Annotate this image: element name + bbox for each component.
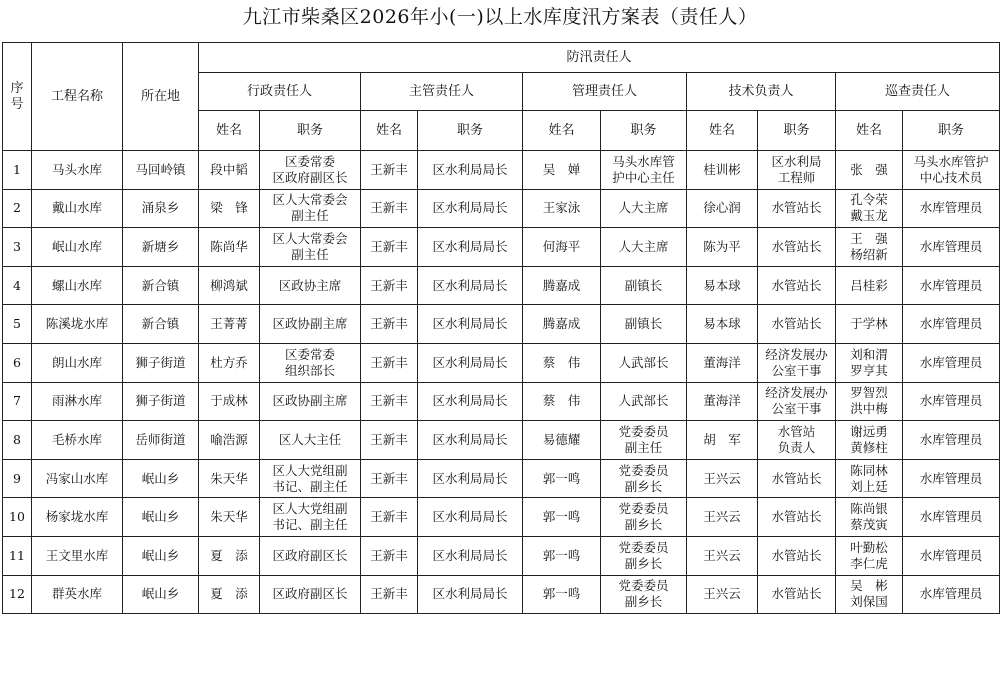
row-project: 岷山水库 [32, 228, 123, 267]
header-post: 职务 [418, 111, 523, 151]
row-project: 毛桥水库 [32, 421, 123, 460]
manager-post-line: 人大主席 [618, 238, 669, 254]
table-row [3, 421, 1000, 460]
patrol-name [836, 189, 903, 228]
admin-name: 杜方乔 [199, 343, 260, 382]
patrol-post [903, 382, 1000, 421]
chief-name: 王新丰 [361, 151, 418, 190]
technical-name: 董海洋 [687, 343, 758, 382]
technical-post-line: 公室干事 [771, 362, 822, 378]
row-project: 戴山水库 [32, 189, 123, 228]
patrol-post [903, 498, 1000, 537]
admin-post [260, 421, 361, 460]
header-role-admin: 行政责任人 [199, 73, 361, 111]
manager-post [601, 459, 687, 498]
header-name: 姓名 [199, 111, 260, 151]
header-role-chief: 主管责任人 [361, 73, 523, 111]
manager-post-line: 人大主席 [618, 200, 669, 216]
patrol-post-line: 水库管理员 [919, 586, 983, 602]
manager-post-line: 党委委员 [618, 578, 669, 594]
patrol-post-line: 水库管理员 [919, 238, 983, 254]
chief-name: 王新丰 [361, 536, 418, 575]
patrol-name-line: 戴玉龙 [850, 208, 888, 224]
admin-post [260, 382, 361, 421]
technical-name: 徐心润 [687, 189, 758, 228]
row-location: 岷山乡 [123, 459, 199, 498]
patrol-post-line: 水库管理员 [919, 470, 983, 486]
manager-post [601, 382, 687, 421]
technical-name: 董海洋 [687, 382, 758, 421]
technical-post [758, 189, 836, 228]
chief-name: 王新丰 [361, 421, 418, 460]
manager-post-line: 马头水库管 [612, 153, 675, 169]
table-row [3, 228, 1000, 267]
admin-post-line: 区人大党组副 [272, 462, 348, 478]
patrol-post [903, 575, 1000, 614]
patrol-post-line: 水库管理员 [919, 393, 983, 409]
chief-name: 王新丰 [361, 228, 418, 267]
technical-name: 陈为平 [687, 228, 758, 267]
admin-post [260, 498, 361, 537]
patrol-name [836, 266, 903, 305]
technical-name: 易本球 [687, 266, 758, 305]
patrol-name-line: 杨绍新 [850, 246, 888, 262]
patrol-name-line: 吕桂彩 [850, 277, 888, 293]
row-project: 杨家垅水库 [32, 498, 123, 537]
manager-post-line: 党委委员 [618, 423, 669, 439]
row-project: 螺山水库 [32, 266, 123, 305]
patrol-name-line: 王 强 [850, 230, 888, 246]
row-project: 陈溪垅水库 [32, 305, 123, 344]
admin-name: 夏 添 [199, 536, 260, 575]
header-seq-char: 序 [10, 80, 24, 96]
chief-post: 区水利局局长 [418, 266, 523, 305]
technical-name: 王兴云 [687, 536, 758, 575]
patrol-name-line: 洪中梅 [850, 401, 888, 417]
technical-post-line: 水管站长 [771, 509, 822, 525]
manager-post [601, 189, 687, 228]
technical-post-line: 水管站长 [771, 277, 822, 293]
technical-post-line: 水管站长 [771, 586, 822, 602]
technical-post-line: 工程师 [777, 169, 816, 185]
patrol-post-line: 水库管理员 [919, 509, 983, 525]
row-location: 新合镇 [123, 305, 199, 344]
admin-name: 陈尚华 [199, 228, 260, 267]
manager-name: 郭一鸣 [523, 536, 601, 575]
manager-post-line: 副镇长 [624, 316, 663, 332]
patrol-post [903, 459, 1000, 498]
chief-name: 王新丰 [361, 382, 418, 421]
manager-name: 易德耀 [523, 421, 601, 460]
patrol-post [903, 266, 1000, 305]
manager-post-line: 副乡长 [624, 517, 663, 533]
manager-post [601, 151, 687, 190]
row-project: 群英水库 [32, 575, 123, 614]
patrol-name [836, 498, 903, 537]
manager-post [601, 498, 687, 537]
patrol-post [903, 343, 1000, 382]
patrol-post [903, 421, 1000, 460]
patrol-post [903, 305, 1000, 344]
header-post: 职务 [260, 111, 361, 151]
chief-post: 区水利局局长 [418, 151, 523, 190]
admin-post-line: 区政府副区长 [272, 169, 348, 185]
admin-post-line: 书记、副主任 [272, 478, 348, 494]
manager-post [601, 266, 687, 305]
chief-post: 区水利局局长 [418, 343, 523, 382]
row-location: 新塘乡 [123, 228, 199, 267]
header-post: 职务 [903, 111, 1000, 151]
technical-post-line: 水管站长 [771, 316, 822, 332]
table-row [3, 305, 1000, 344]
manager-name: 蔡 伟 [523, 382, 601, 421]
patrol-name-line: 蔡茂寅 [850, 517, 888, 533]
technical-post-line: 经济发展办 [765, 346, 828, 362]
manager-post [601, 421, 687, 460]
manager-post-line: 副乡长 [624, 594, 663, 610]
chief-post: 区水利局局长 [418, 421, 523, 460]
admin-post-line: 区政府副区长 [272, 547, 348, 563]
header-name: 姓名 [361, 111, 418, 151]
row-project: 雨淋水库 [32, 382, 123, 421]
technical-name: 易本球 [687, 305, 758, 344]
header-seq-char: 号 [10, 96, 24, 112]
row-seq: 3 [3, 228, 32, 267]
patrol-post-line: 水库管理员 [919, 547, 983, 563]
admin-name: 段中韬 [199, 151, 260, 190]
technical-post-line: 区水利局 [771, 153, 822, 169]
manager-name: 腾嘉成 [523, 305, 601, 344]
manager-post-line: 副主任 [624, 439, 663, 455]
manager-post [601, 536, 687, 575]
row-location: 岷山乡 [123, 498, 199, 537]
patrol-post [903, 228, 1000, 267]
row-location: 新合镇 [123, 266, 199, 305]
technical-post [758, 536, 836, 575]
patrol-post [903, 536, 1000, 575]
table-row [3, 343, 1000, 382]
chief-post: 区水利局局长 [418, 228, 523, 267]
table-row [3, 151, 1000, 190]
row-location: 岷山乡 [123, 575, 199, 614]
chief-name: 王新丰 [361, 343, 418, 382]
patrol-name-line: 于学林 [850, 316, 888, 332]
row-seq: 7 [3, 382, 32, 421]
table-row [3, 266, 1000, 305]
row-seq: 9 [3, 459, 32, 498]
table-row [3, 459, 1000, 498]
patrol-name-line: 黄修柱 [850, 439, 888, 455]
row-seq: 4 [3, 266, 32, 305]
admin-post-line: 书记、副主任 [272, 517, 348, 533]
manager-name: 腾嘉成 [523, 266, 601, 305]
technical-name: 王兴云 [687, 498, 758, 537]
admin-post [260, 343, 361, 382]
manager-name: 郭一鸣 [523, 459, 601, 498]
chief-post: 区水利局局长 [418, 189, 523, 228]
technical-post [758, 305, 836, 344]
technical-post-line: 水管站长 [771, 470, 822, 486]
technical-post-line: 水管站长 [771, 200, 822, 216]
header-post: 职务 [758, 111, 836, 151]
patrol-name [836, 536, 903, 575]
row-seq: 11 [3, 536, 32, 575]
reservoir-responsibility-table [2, 42, 1000, 614]
technical-post [758, 151, 836, 190]
patrol-name-line: 张 强 [850, 161, 888, 177]
admin-name: 于成林 [199, 382, 260, 421]
patrol-name-line: 刘上廷 [850, 478, 888, 494]
admin-name: 喻浩源 [199, 421, 260, 460]
patrol-name-line: 刘保国 [850, 594, 888, 610]
patrol-name [836, 343, 903, 382]
chief-post: 区水利局局长 [418, 305, 523, 344]
admin-post-line: 组织部长 [284, 362, 335, 378]
technical-post [758, 459, 836, 498]
admin-post-line: 区政府副区长 [272, 586, 348, 602]
admin-post [260, 536, 361, 575]
technical-post [758, 228, 836, 267]
row-project: 冯家山水库 [32, 459, 123, 498]
admin-post-line: 区人大主任 [278, 431, 342, 447]
chief-post: 区水利局局长 [418, 536, 523, 575]
row-location: 岷山乡 [123, 536, 199, 575]
admin-post-line: 区人大常委会 [272, 192, 348, 208]
manager-post-line: 人武部长 [618, 393, 669, 409]
patrol-name-line: 李仁虎 [850, 555, 888, 571]
technical-post-line: 经济发展办 [765, 385, 828, 401]
manager-post [601, 343, 687, 382]
patrol-post-line: 水库管理员 [919, 277, 983, 293]
row-seq: 8 [3, 421, 32, 460]
admin-name: 朱天华 [199, 498, 260, 537]
technical-name: 王兴云 [687, 575, 758, 614]
patrol-name [836, 459, 903, 498]
manager-post-line: 护中心主任 [612, 169, 675, 185]
header-group: 防汛责任人 [199, 43, 1000, 73]
patrol-name [836, 575, 903, 614]
admin-post-line: 副主任 [291, 246, 329, 262]
patrol-name [836, 228, 903, 267]
row-location: 狮子街道 [123, 382, 199, 421]
technical-post [758, 421, 836, 460]
admin-post [260, 305, 361, 344]
manager-post-line: 副乡长 [624, 555, 663, 571]
header-post: 职务 [601, 111, 687, 151]
row-seq: 10 [3, 498, 32, 537]
row-project: 王文里水库 [32, 536, 123, 575]
admin-post-line: 区人大党组副 [272, 501, 348, 517]
admin-name: 柳鸿斌 [199, 266, 260, 305]
technical-post-line: 水管站 [777, 423, 816, 439]
patrol-name-line: 谢远勇 [850, 423, 888, 439]
admin-post [260, 266, 361, 305]
patrol-post-line: 中心技术员 [919, 169, 983, 185]
patrol-post [903, 189, 1000, 228]
row-location: 狮子街道 [123, 343, 199, 382]
admin-post-line: 区政协副主席 [272, 393, 348, 409]
technical-name: 王兴云 [687, 459, 758, 498]
row-seq: 5 [3, 305, 32, 344]
technical-post-line: 水管站长 [771, 547, 822, 563]
admin-post [260, 228, 361, 267]
row-location: 涌泉乡 [123, 189, 199, 228]
patrol-name [836, 151, 903, 190]
technical-post-line: 负责人 [777, 439, 816, 455]
manager-post [601, 305, 687, 344]
patrol-name [836, 421, 903, 460]
row-project: 马头水库 [32, 151, 123, 190]
row-seq: 6 [3, 343, 32, 382]
table-row [3, 189, 1000, 228]
manager-name: 王家泳 [523, 189, 601, 228]
technical-post-line: 公室干事 [771, 401, 822, 417]
manager-post-line: 人武部长 [618, 354, 669, 370]
admin-post [260, 459, 361, 498]
admin-post [260, 575, 361, 614]
chief-post: 区水利局局长 [418, 498, 523, 537]
patrol-name-line: 刘和渭 [850, 346, 888, 362]
header-name: 姓名 [687, 111, 758, 151]
manager-post-line: 副镇长 [624, 277, 663, 293]
patrol-name-line: 孔令荣 [850, 192, 888, 208]
chief-post: 区水利局局长 [418, 575, 523, 614]
manager-post-line: 党委委员 [618, 501, 669, 517]
admin-post-line: 区政协主席 [278, 277, 342, 293]
patrol-name-line: 吴 彬 [850, 578, 888, 594]
manager-post [601, 575, 687, 614]
chief-post: 区水利局局长 [418, 382, 523, 421]
admin-name: 夏 添 [199, 575, 260, 614]
manager-post-line: 党委委员 [618, 539, 669, 555]
manager-post-line: 党委委员 [618, 462, 669, 478]
patrol-name-line: 罗亨其 [850, 362, 888, 378]
patrol-post-line: 水库管理员 [919, 200, 983, 216]
chief-name: 王新丰 [361, 498, 418, 537]
chief-name: 王新丰 [361, 575, 418, 614]
technical-post [758, 382, 836, 421]
row-seq: 1 [3, 151, 32, 190]
technical-post [758, 498, 836, 537]
row-location: 马回岭镇 [123, 151, 199, 190]
header-name: 姓名 [836, 111, 903, 151]
header-project: 工程名称 [32, 43, 123, 151]
admin-name: 朱天华 [199, 459, 260, 498]
table-row [3, 498, 1000, 537]
manager-name: 郭一鸣 [523, 575, 601, 614]
patrol-name-line: 叶勤松 [850, 539, 888, 555]
chief-name: 王新丰 [361, 189, 418, 228]
chief-name: 王新丰 [361, 266, 418, 305]
patrol-post [903, 151, 1000, 190]
technical-name: 桂训彬 [687, 151, 758, 190]
header-role-manager: 管理责任人 [523, 73, 687, 111]
row-project: 朗山水库 [32, 343, 123, 382]
patrol-name [836, 382, 903, 421]
technical-post [758, 266, 836, 305]
manager-name: 郭一鸣 [523, 498, 601, 537]
technical-post [758, 575, 836, 614]
patrol-name-line: 罗智烈 [850, 385, 888, 401]
admin-post-line: 区人大常委会 [272, 230, 348, 246]
patrol-name [836, 305, 903, 344]
technical-name: 胡 军 [687, 421, 758, 460]
row-seq: 12 [3, 575, 32, 614]
manager-name: 蔡 伟 [523, 343, 601, 382]
header-seq [3, 43, 32, 151]
patrol-name-line: 陈尚银 [850, 501, 888, 517]
chief-post: 区水利局局长 [418, 459, 523, 498]
admin-post-line: 区委常委 [284, 346, 335, 362]
header-role-technical: 技术负责人 [687, 73, 836, 111]
patrol-post-line: 马头水库管护 [913, 153, 989, 169]
admin-post [260, 189, 361, 228]
table-row [3, 536, 1000, 575]
admin-post-line: 区委常委 [284, 153, 335, 169]
admin-name: 王菁菁 [199, 305, 260, 344]
manager-post [601, 228, 687, 267]
row-seq: 2 [3, 189, 32, 228]
table-row [3, 575, 1000, 614]
table-row [3, 382, 1000, 421]
header-location: 所在地 [123, 43, 199, 151]
patrol-post-line: 水库管理员 [919, 354, 983, 370]
admin-post-line: 区政协副主席 [272, 316, 348, 332]
row-location: 岳师街道 [123, 421, 199, 460]
chief-name: 王新丰 [361, 459, 418, 498]
header-name: 姓名 [523, 111, 601, 151]
manager-post-line: 副乡长 [624, 478, 663, 494]
header-role-patrol: 巡查责任人 [836, 73, 1000, 111]
manager-name: 何海平 [523, 228, 601, 267]
chief-name: 王新丰 [361, 305, 418, 344]
admin-post-line: 副主任 [291, 208, 329, 224]
manager-name: 吴 婵 [523, 151, 601, 190]
patrol-name-line: 陈同林 [850, 462, 888, 478]
admin-name: 梁 锋 [199, 189, 260, 228]
technical-post [758, 343, 836, 382]
patrol-post-line: 水库管理员 [919, 316, 983, 332]
technical-post-line: 水管站长 [771, 238, 822, 254]
page-title: 九江市柴桑区2026年小(一)以上水库度汛方案表（责任人） [242, 6, 758, 28]
patrol-post-line: 水库管理员 [919, 431, 983, 447]
admin-post [260, 151, 361, 190]
